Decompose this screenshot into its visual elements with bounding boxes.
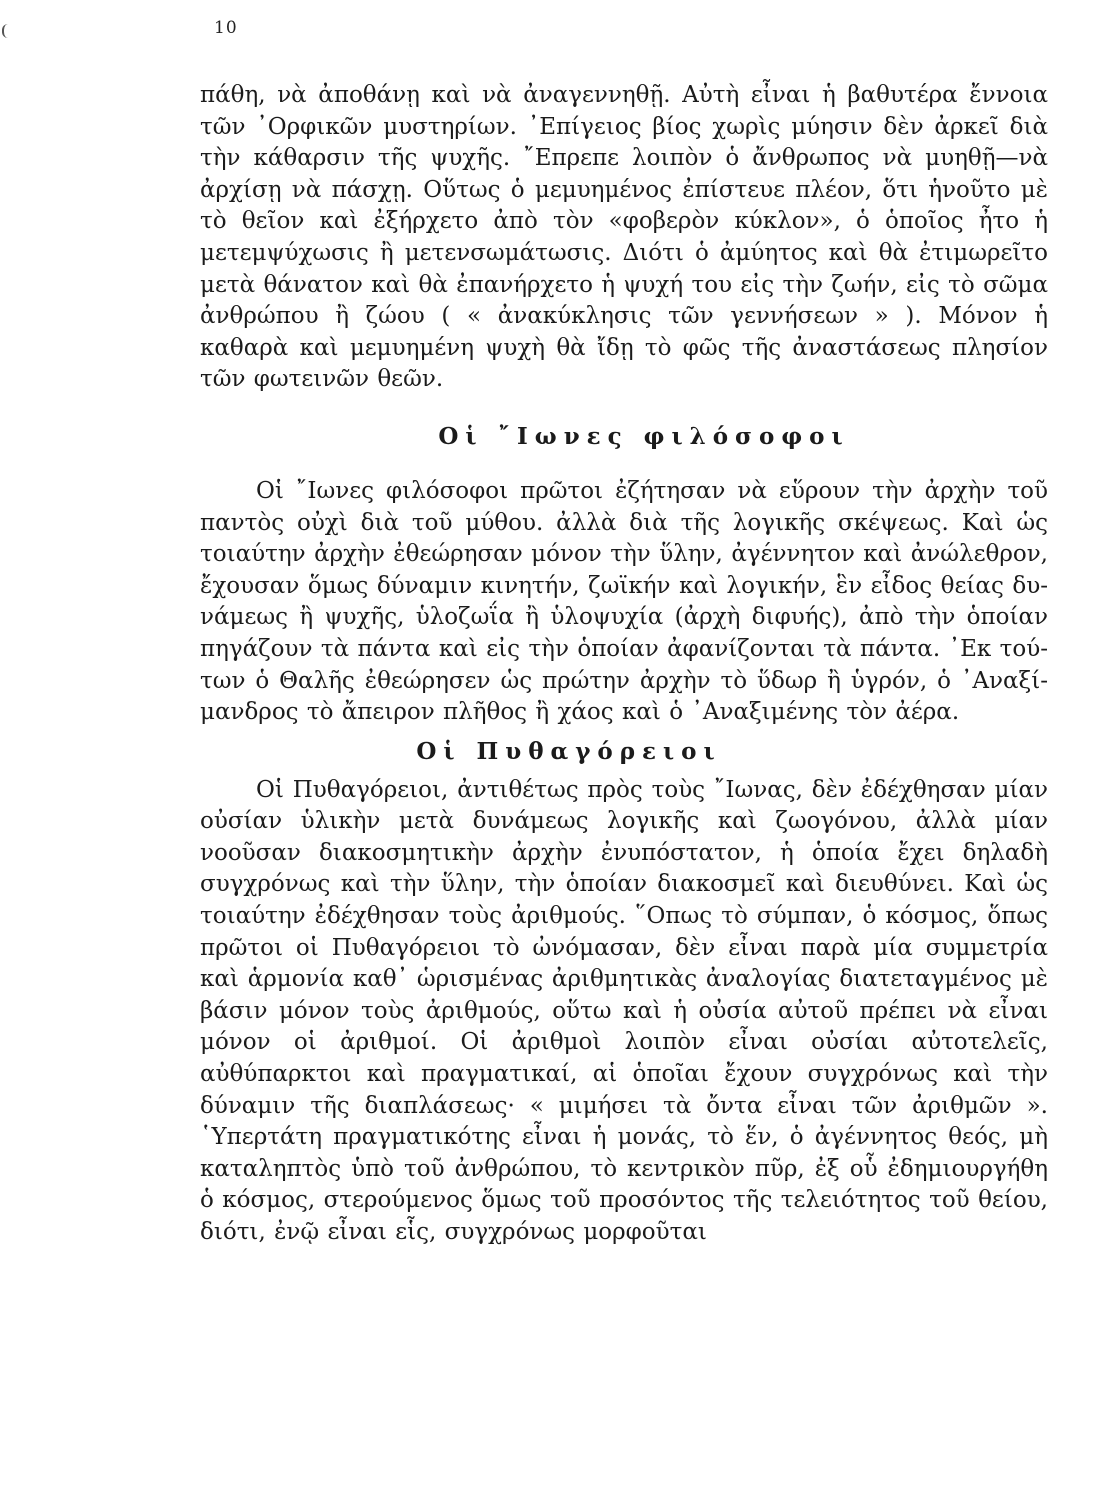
text-column — [200, 80, 1048, 1249]
paragraph-pythagoreans: Οἱ Πυθαγόρειοι, ἀντιθέτως πρὸς τοὺς ῎Ιωνας, δὲν ἐδέχθησαν μίαν οὐσίαν ὑλικὴν μετὰ δυνάμεως λογικῆς καὶ ζωογόνου, ἀλλὰ μίαν νοοῦσαν διακοσμητικὴν ἀρχὴν ἐνυπόστατον, ἡ ὁποία ἔχει δηλαδὴ συγχρόνως καὶ τὴν ὕλην, τὴν ὁποίαν διακοσμεῖ καὶ διευθύνει. Καὶ ὡς τοιαύτην ἐδέχθησαν τοὺς ἀριθμούς. ῞Οπως τὸ σύμπαν, ὁ κόσμος, ὅπως πρῶτοι οἱ Πυθαγόρειοι τὸ ὠνόμασαν, δὲν εἶναι παρὰ μία συμμετρία καὶ ἁρμονία καθ᾿ ὡρισμένας ἀριθμητικὰς ἀναλογίας διατεταγμένος μὲ βάσιν μόνον τοὺς ἀριθμούς, οὕτω καὶ ἡ οὐσία αὐτοῦ πρέπει νὰ εἶναι μόνον οἱ ἀριθμοί. Οἱ ἀριθμοὶ λοιπὸν εἶναι οὐσίαι αὐτοτελεῖς, αὐθύπαρκτοι καὶ πραγματικαί, αἱ ὁποῖαι ἔχουν συγχρόνως καὶ τὴν δύναμιν τῆς διαπλάσεως· « μιμήσει τὰ ὄντα εἶναι τῶν ἀριθμῶν ». ῾Υπερτάτη πραγματικότης εἶναι ἡ μονάς, τὸ ἕν, ὁ ἀγέννητος θεός, μὴ καταληπτὸς ὑπὸ τοῦ ἀνθρώπου, τὸ κεντρικὸν πῦρ, ἐξ οὗ ἐδημιουργήθη ὁ κόσμος, στερούμενος ὅμως τοῦ προσόντος τῆς τελειότητος τοῦ θείου, διότι, ἐνῷ εἶναι εἷς, συγχρόνως μορφοῦται — [200, 776, 1048, 1245]
paragraph-orphic-mysteries: πάθη, νὰ ἀποθάνῃ καὶ νὰ ἀναγεννηθῇ. Αὐτὴ εἶναι ἡ βαθυτέρα ἔννοια τῶν ᾿Ορφικῶν μυστηρίων. ᾿Επίγειος βίος χωρὶς μύησιν δὲν ἀρκεῖ διὰ τὴν κάθαρσιν τῆς ψυχῆς. ῎Επρεπε λοιπὸν ὁ ἄνθρωπος νὰ μυηθῇ—νὰ ἀρχίσῃ νὰ πάσχῃ. Οὕτως ὁ μεμυημένος ἐπίστευε πλέον, ὅτι ἡνοῦτο μὲ τὸ θεῖον καὶ ἐξήρχετο ἀπὸ τὸν «φοβερὸν κύκλον», ὁ ὁποῖος ἦτο ἡ μετεμψύχωσις ἢ μετενσωμάτωσις. Διότι ὁ ἀμύητος καὶ θὰ ἐτιμωρεῖτο μετὰ θάνατον καὶ θὰ ἐπανήρχετο ἡ ψυχή του εἰς τὴν ζωήν, εἰς τὸ σῶμα ἀνθρώπου ἢ ζώου ( « ἀνακύκλησις τῶν γεννήσεων » ). Μόνον ἡ καθαρὰ καὶ μεμυημένη ψυχὴ θὰ ἴδῃ τὸ φῶς τῆς ἀναστάσεως πλησίον τῶν φωτεινῶν θεῶν. — [200, 82, 1048, 393]
margin-mark — [2, 24, 8, 38]
paragraph-ionian-philosophers: Οἱ ῎Ιωνες φιλόσοφοι πρῶτοι ἐζήτησαν νὰ εὕρουν τὴν ἀρχὴν τοῦ παντὸς οὐχὶ διὰ τοῦ μύθου. ἀλλὰ διὰ τῆς λογικῆς σκέψεως. Καὶ ὡς τοιαύτην ἀρχὴν ἐθεώρησαν μόνον τὴν ὕλην, ἀγέννητον καὶ ἀνώλεθρον, ἔχουσαν ὅμως δύναμιν κινητήν, ζωϊκήν καὶ λογικήν, ἓν εἶδος θείας δυνάμεως ἢ ψυχῆς, ὑλοζωΐα ἢ ὑλοψυχία (ἀρχὴ διφυής), ἀπὸ τὴν ὁποίαν πηγάζουν τὰ πάντα καὶ εἰς τὴν ὁποίαν ἀφανίζονται τὰ πάντα. ᾿Εκ τούτων ὁ Θαλῆς ἐθεώρησεν ὡς πρώτην ἀρχὴν τὸ ὕδωρ ἢ ὑγρόν, ὁ ᾿Αναξίμανδρος τὸ ἄπειρον πλῆθος ἢ χάος καὶ ὁ ᾿Αναξιμένης τὸν ἀέρα. — [200, 477, 1048, 726]
heading-ionian-philosophers: Οἱ ῎Ιωνες φιλόσοφοι — [438, 422, 850, 450]
page-number: 10 — [214, 18, 238, 38]
heading-pythagoreans: Οἱ Πυθαγόρειοι — [416, 737, 722, 765]
